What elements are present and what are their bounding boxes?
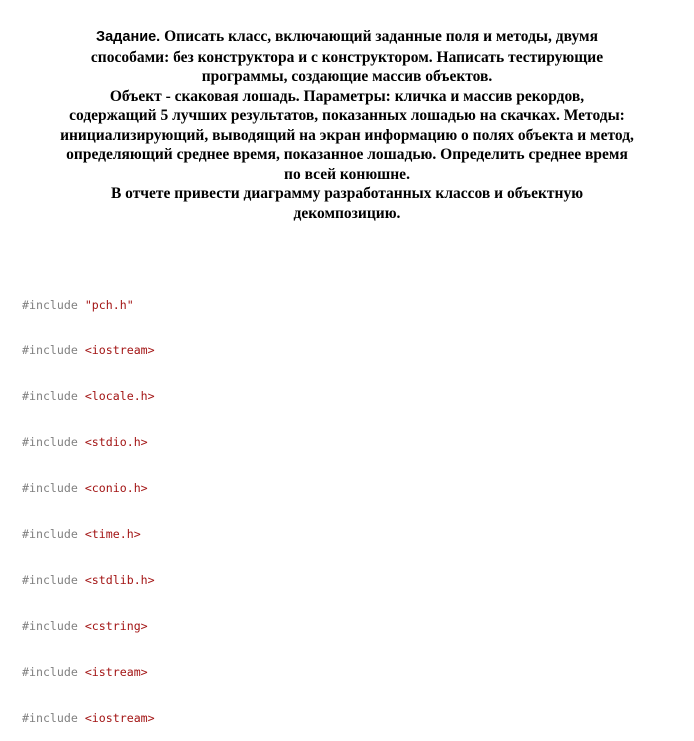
task-line-8: по всей конюшне. xyxy=(284,165,410,183)
task-text: Описать класс, включающий заданные поля и методы, двумя xyxy=(160,28,598,45)
code-line xyxy=(22,527,155,542)
include-path: <conio.h> xyxy=(84,481,148,496)
include-directive: #include xyxy=(22,618,78,633)
code-line xyxy=(22,481,155,496)
include-directive: #include xyxy=(22,572,78,587)
task-description xyxy=(0,27,694,223)
include-path: "pch.h" xyxy=(84,297,134,312)
include-directive: #include xyxy=(22,389,78,404)
include-path: <cstring> xyxy=(84,618,148,633)
code-line xyxy=(22,665,155,680)
task-line-6: инициализирующий, выводящий на экран информацию о полях объекта и метод, xyxy=(60,126,634,144)
include-path: <iostream> xyxy=(84,343,155,358)
task-line-4: Объект - скаковая лошадь. Параметры: кличка и массив рекордов, xyxy=(109,87,585,105)
code-line xyxy=(22,298,155,313)
include-directive: #include xyxy=(22,435,78,450)
code-line xyxy=(22,573,155,588)
include-path: <stdlib.h> xyxy=(84,572,155,587)
include-directive: #include xyxy=(22,664,78,679)
code-line xyxy=(22,389,155,404)
task-line-5: содержащий 5 лучших результатов, показанных лошадью на скачках. Методы: xyxy=(69,107,625,124)
task-lead-label: Задание. xyxy=(96,29,161,45)
include-directive: #include xyxy=(22,297,78,312)
code-line xyxy=(22,343,155,358)
include-path: <istream> xyxy=(84,664,148,679)
code-line xyxy=(22,619,155,634)
include-directive: #include xyxy=(22,481,78,496)
task-line-10: декомпозицию. xyxy=(293,204,401,222)
task-line-3: программы, создающие массив объектов. xyxy=(201,68,493,85)
include-path: <iostream> xyxy=(84,710,155,725)
task-line-2: способами: без конструктора и с конструктором. Написать тестирующие xyxy=(90,48,604,66)
task-line-1 xyxy=(0,27,694,48)
include-directive: #include xyxy=(22,710,78,725)
code-line xyxy=(22,711,155,726)
task-line-9: В отчете привести диаграмму разработанных классов и объектную xyxy=(110,185,584,202)
include-directive: #include xyxy=(22,343,78,358)
include-path: <time.h> xyxy=(84,527,141,542)
code-block xyxy=(22,267,155,741)
include-directive: #include xyxy=(22,527,78,542)
task-line-7: определяющий среднее время, показанное лошадью. Определить среднее время xyxy=(66,146,628,163)
include-path: <locale.h> xyxy=(84,389,155,404)
include-path: <stdio.h> xyxy=(84,435,148,450)
